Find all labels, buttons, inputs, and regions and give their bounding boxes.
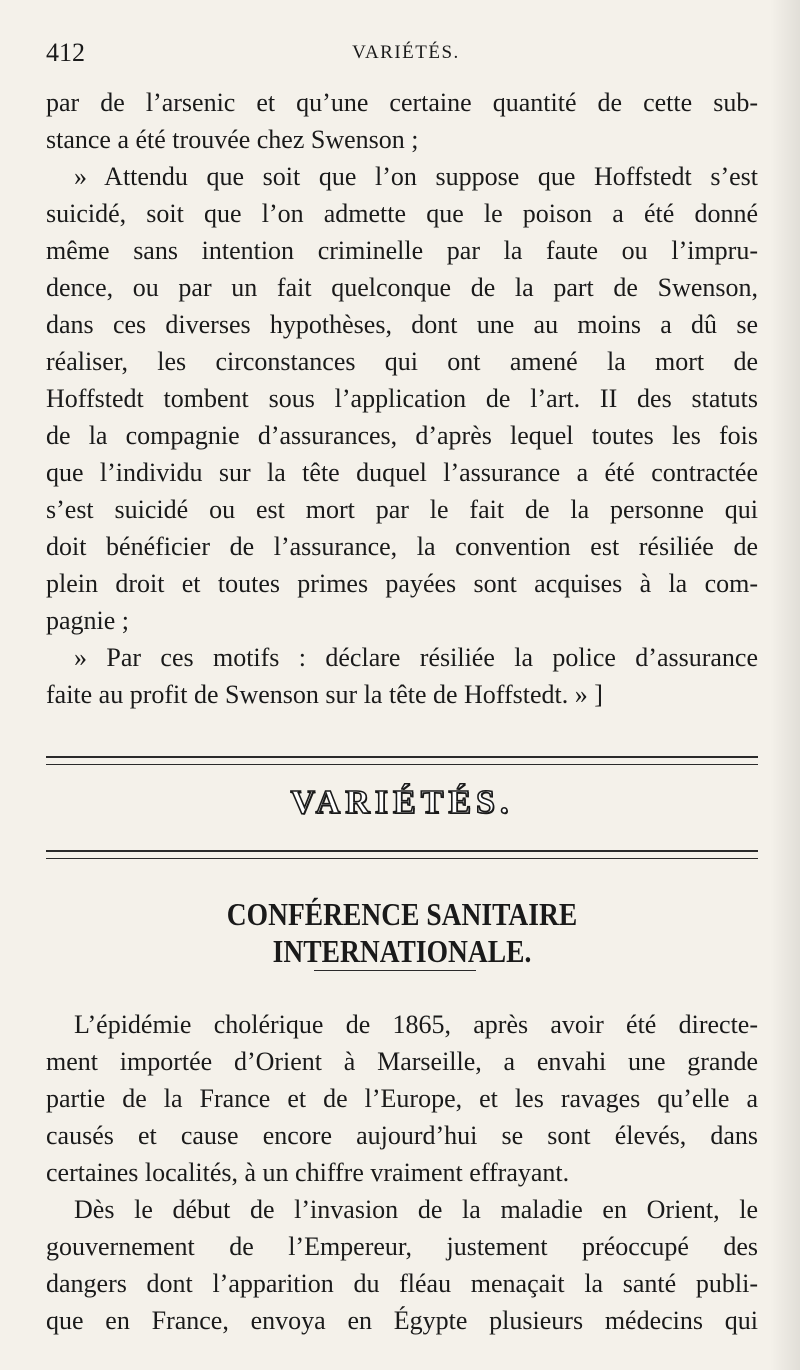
- text-line: dangers dont l’apparition du fléau menaçait la santé publi-: [46, 1269, 758, 1298]
- legal-text-continuation: [46, 84, 758, 713]
- section-heading: VARIÉTÉS.: [290, 784, 514, 821]
- text-line: partie de la France et de l’Europe, et les ravages qu’elle a: [46, 1084, 758, 1113]
- text-line: réaliser, les circonstances qui ont amené la mort de: [46, 347, 758, 376]
- text-line: Hoffstedt tombent sous l’application de l’art. II des statuts: [46, 384, 758, 413]
- text-line: Dès le début de l’invasion de la maladie en Orient, le: [74, 1195, 758, 1224]
- text-line: que en France, envoya en Égypte plusieurs médecins qui: [46, 1306, 758, 1335]
- text-line: pagnie ;: [46, 606, 130, 635]
- text-line: » Par ces motifs : déclare résiliée la police d’assurance: [74, 643, 758, 672]
- text-line: suicidé, soit que l’on admette que le poison a été donné: [46, 199, 758, 228]
- running-head: VARIÉTÉS.: [352, 42, 460, 63]
- text-line: doit bénéficier de l’assurance, la convention est résiliée de: [46, 532, 758, 561]
- page-header: [46, 38, 766, 72]
- text-line: dence, ou par un fait quelconque de la part de Swenson,: [46, 273, 758, 302]
- text-line: de la compagnie d’assurances, d’après lequel toutes les fois: [46, 421, 758, 450]
- page-number: 412: [46, 38, 85, 67]
- text-line: certaines localités, à un chiffre vraiment effrayant.: [46, 1158, 570, 1187]
- page-edge-shadow: [770, 0, 800, 1370]
- title-rule: [314, 970, 476, 971]
- article-title: CONFÉRENCE SANITAIRE INTERNATIONALE.: [226, 896, 578, 969]
- article-body: [46, 1006, 758, 1339]
- text-line: dans ces diverses hypothèses, dont une au moins a dû se: [46, 310, 758, 339]
- text-line: causés et cause encore aujourd’hui se sont élevés, dans: [46, 1121, 758, 1150]
- text-line: » Attendu que soit que l’on suppose que Hoffstedt s’est: [74, 162, 758, 191]
- text-line: que l’individu sur la tête duquel l’assurance a été contractée: [46, 458, 758, 487]
- text-line: plein droit et toutes primes payées sont acquises à la com-: [46, 569, 758, 598]
- text-line: gouvernement de l’Empereur, justement préoccupé des: [46, 1232, 758, 1261]
- text-line: L’épidémie cholérique de 1865, après avoir été directe-: [74, 1010, 758, 1039]
- text-line: ment importée d’Orient à Marseille, a envahi une grande: [46, 1047, 758, 1076]
- section-rule-bottom: [46, 850, 758, 859]
- text-line: faite au profit de Swenson sur la tête de Hoffstedt. » ]: [46, 680, 603, 709]
- text-line: par de l’arsenic et qu’une certaine quantité de cette sub-: [46, 88, 758, 117]
- text-line: stance a été trouvée chez Swenson ;: [46, 125, 419, 154]
- text-line: s’est suicidé ou est mort par le fait de la personne qui: [46, 495, 758, 524]
- section-rule-top: [46, 756, 758, 765]
- text-line: même sans intention criminelle par la faute ou l’impru-: [46, 236, 758, 265]
